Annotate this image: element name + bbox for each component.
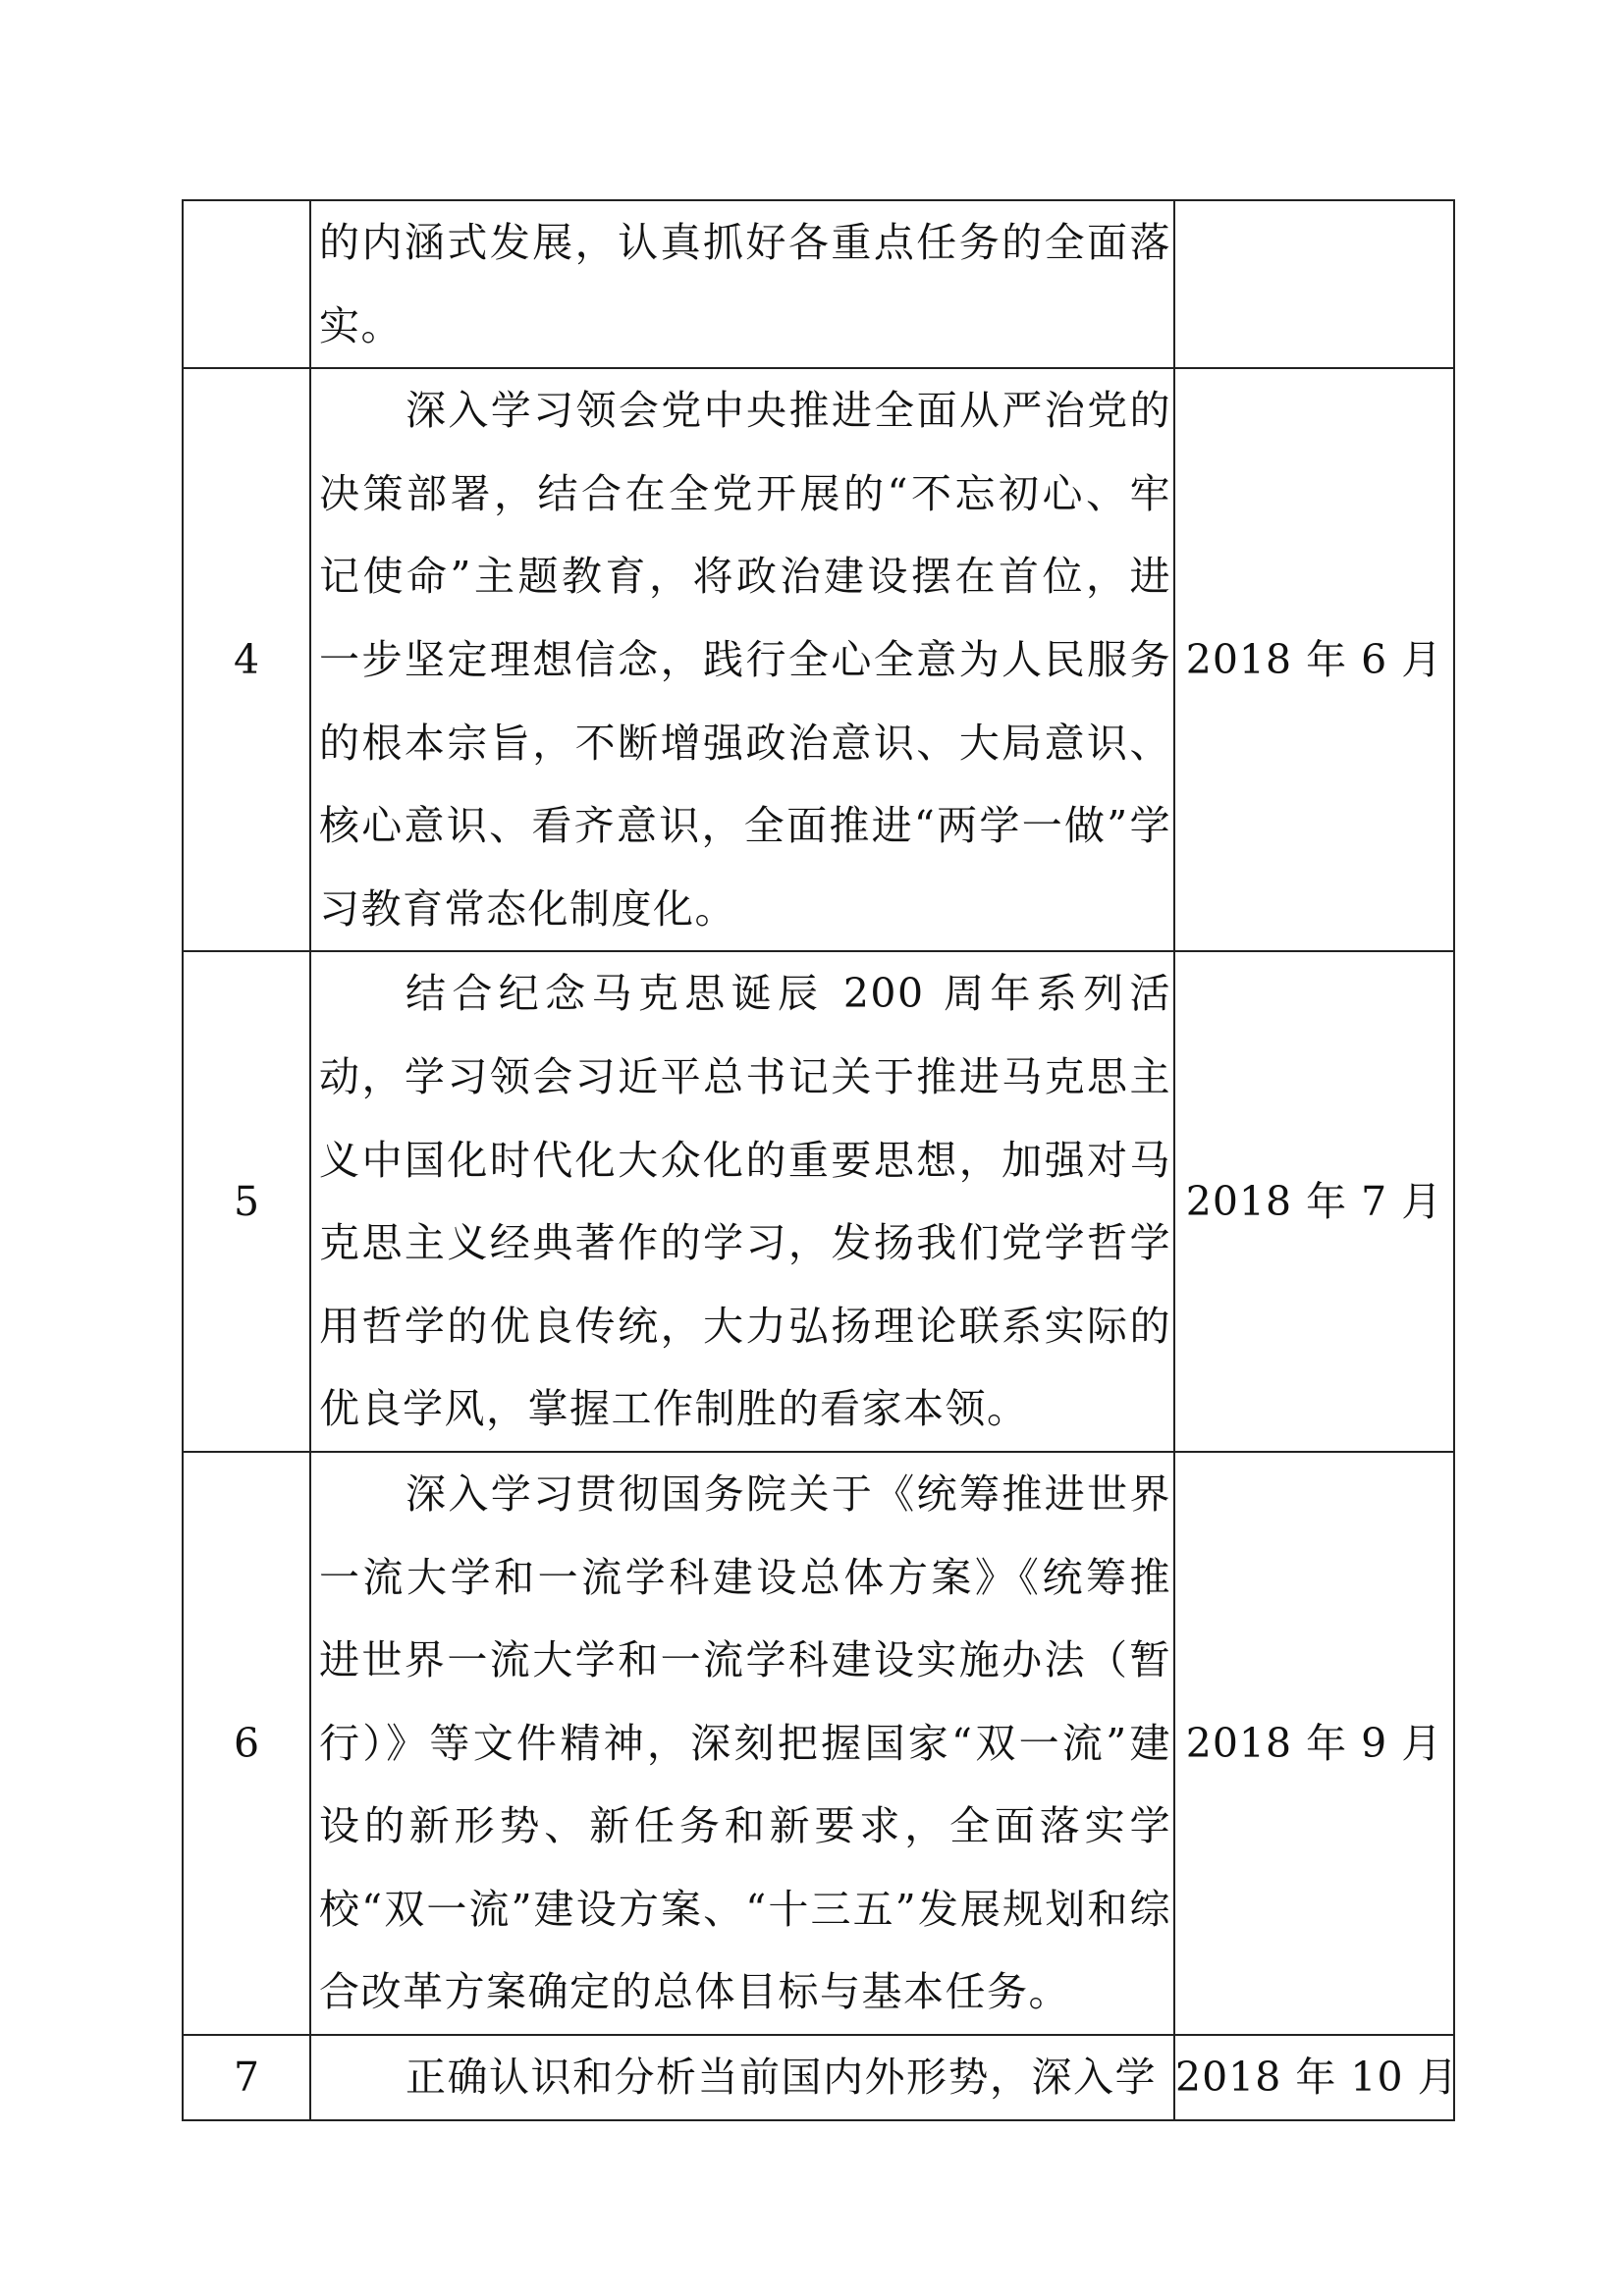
row-number: 4	[183, 368, 310, 951]
table-row	[183, 2035, 1454, 2120]
row-content-text: 结合纪念马克思诞辰 200 周年系列活动，学习领会习近平总书记关于推进马克思主义中国化时代化大众化的重要思想，加强对马克思主义经典著作的学习，发扬我们党学哲学用哲学的优良传统，大力弘扬理论联系实际的优良学风，掌握工作制胜的看家本领。	[319, 970, 1171, 1433]
row-content	[310, 951, 1174, 1452]
row-number: 5	[183, 951, 310, 1452]
row-content-text: 正确认识和分析当前国内外形势，深入学	[406, 2054, 1157, 2102]
row-number: 7	[183, 2035, 310, 2120]
row-date: 2018 年 10 月	[1174, 2035, 1454, 2120]
row-content	[310, 1452, 1174, 2035]
table-row	[183, 200, 1454, 368]
row-content-text: 的内涵式发展，认真抓好各重点任务的全面落实。	[319, 219, 1171, 349]
table-row	[183, 1452, 1454, 2035]
row-date: 2018 年 7 月	[1174, 951, 1454, 1452]
row-content-text: 深入学习贯彻国务院关于《统筹推进世界一流大学和一流学科建设总体方案》《统筹推进世界一流大学和一流学科建设实施办法（暂行）》等文件精神，深刻把握国家“双一流”建设的新形势、新任务和新要求，全面落实学校“双一流”建设方案、“十三五”发展规划和综合改革方案确定的总体目标与基本任务。	[319, 1469, 1171, 2016]
table-row	[183, 951, 1454, 1452]
row-date	[1174, 200, 1454, 368]
row-content-text: 深入学习领会党中央推进全面从严治党的决策部署，结合在全党开展的“不忘初心、牢记使命”主题教育，将政治建设摆在首位，进一步坚定理想信念，践行全心全意为人民服务的根本宗旨，不断增强政治意识、大局意识、核心意识、看齐意识，全面推进“两学一做”学习教育常态化制度化。	[319, 387, 1171, 933]
row-content	[310, 368, 1174, 951]
row-content	[310, 200, 1174, 368]
row-date: 2018 年 6 月	[1174, 368, 1454, 951]
study-plan-table	[182, 199, 1459, 2121]
table-row	[183, 368, 1454, 951]
row-content	[310, 2035, 1174, 2120]
row-number	[183, 200, 310, 368]
row-number: 6	[183, 1452, 310, 2035]
row-date: 2018 年 9 月	[1174, 1452, 1454, 2035]
